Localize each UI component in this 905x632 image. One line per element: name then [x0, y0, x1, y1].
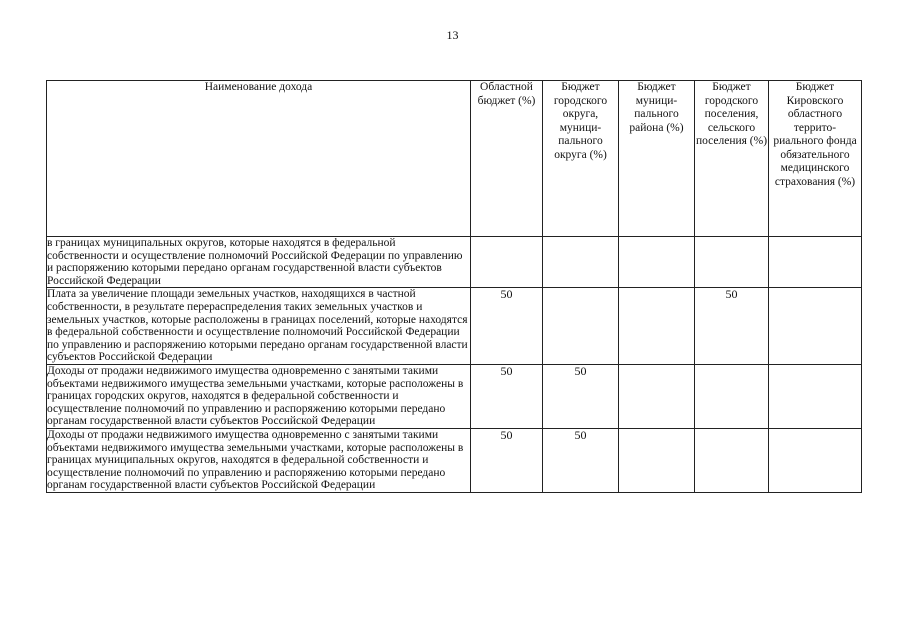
table-row — [47, 364, 862, 428]
settlement-value-cell — [695, 288, 769, 365]
revenue-distribution-table — [46, 80, 862, 493]
city-district-value-cell — [543, 288, 619, 365]
city-district-value-cell — [543, 364, 619, 428]
municipal-district-value-cell — [619, 364, 695, 428]
settlement-value-cell — [695, 364, 769, 428]
settlement-value-cell — [695, 428, 769, 492]
table-header-row — [47, 81, 862, 237]
city-district-value: 50 — [574, 363, 587, 378]
header-settlement-budget: Бюджет городского поселения, сельского поселения (%) — [695, 81, 769, 237]
table-row — [47, 288, 862, 365]
fund-value-cell — [769, 288, 862, 365]
revenue-name-cell: в границах муниципальных округов, которые находятся в федеральной собственности и осуществление полномочий Российской Федерации по управлению и распоряжению которыми передано органам государственной власти субъектов Российской Федерации — [47, 237, 471, 288]
settlement-value: 50 — [725, 287, 738, 302]
table-row — [47, 428, 862, 492]
municipal-district-value-cell — [619, 428, 695, 492]
header-municipal-district-budget: Бюджет муници-пального района (%) — [619, 81, 695, 237]
municipal-district-value-cell — [619, 288, 695, 365]
fund-value-cell — [769, 237, 862, 288]
fund-value-cell — [769, 364, 862, 428]
fund-value-cell — [769, 428, 862, 492]
city-district-value-cell — [543, 428, 619, 492]
table-row — [47, 237, 862, 288]
revenue-name-cell: Доходы от продажи недвижимого имущества одновременно с занятыми такими объектами недвижимого имущества земельными участками, которые расположены в границах муниципальных округов, находятся в федеральной собственности и осуществление полномочий по управлению и распоряжению которыми передано органам государственной власти субъектов Российской Федерации — [47, 428, 471, 492]
revenue-name-cell: Доходы от продажи недвижимого имущества одновременно с занятыми такими объектами недвижимого имущества земельными участками, которые расположены в границах городских округов, находятся в федеральной собственности и осуществление полномочий по управлению и распоряжению которыми передано органам государственной власти субъектов Российской Федерации — [47, 364, 471, 428]
header-regional-budget: Областной бюджет (%) — [471, 81, 543, 237]
municipal-district-value-cell — [619, 237, 695, 288]
regional-value: 50 — [500, 363, 513, 378]
header-medical-insurance-fund-budget: Бюджет Кировского областного террито-риального фонда обязательного медицинского страхования (%) — [769, 81, 862, 237]
page-number: 13 — [446, 28, 459, 42]
regional-value: 50 — [500, 427, 513, 442]
regional-value-cell — [471, 288, 543, 365]
regional-value: 50 — [500, 287, 513, 302]
regional-value-cell — [471, 364, 543, 428]
regional-value-cell — [471, 428, 543, 492]
city-district-value-cell — [543, 237, 619, 288]
city-district-value: 50 — [574, 427, 587, 442]
header-revenue-name: Наименование дохода — [47, 81, 471, 237]
revenue-name-cell: Плата за увеличение площади земельных участков, находящихся в частной собственности, в результате перераспределения таких земельных участков и земельных участков, которые расположены в границах поселений, которые находятся в федеральной собственности и осуществление полномочий Российской Федерации по управлению и распоряжению которыми передано органам государственной власти субъектов Российской Федерации — [47, 288, 471, 365]
header-city-district-budget: Бюджет городского округа, муници-пального округа (%) — [543, 81, 619, 237]
regional-value-cell — [471, 237, 543, 288]
settlement-value-cell — [695, 237, 769, 288]
